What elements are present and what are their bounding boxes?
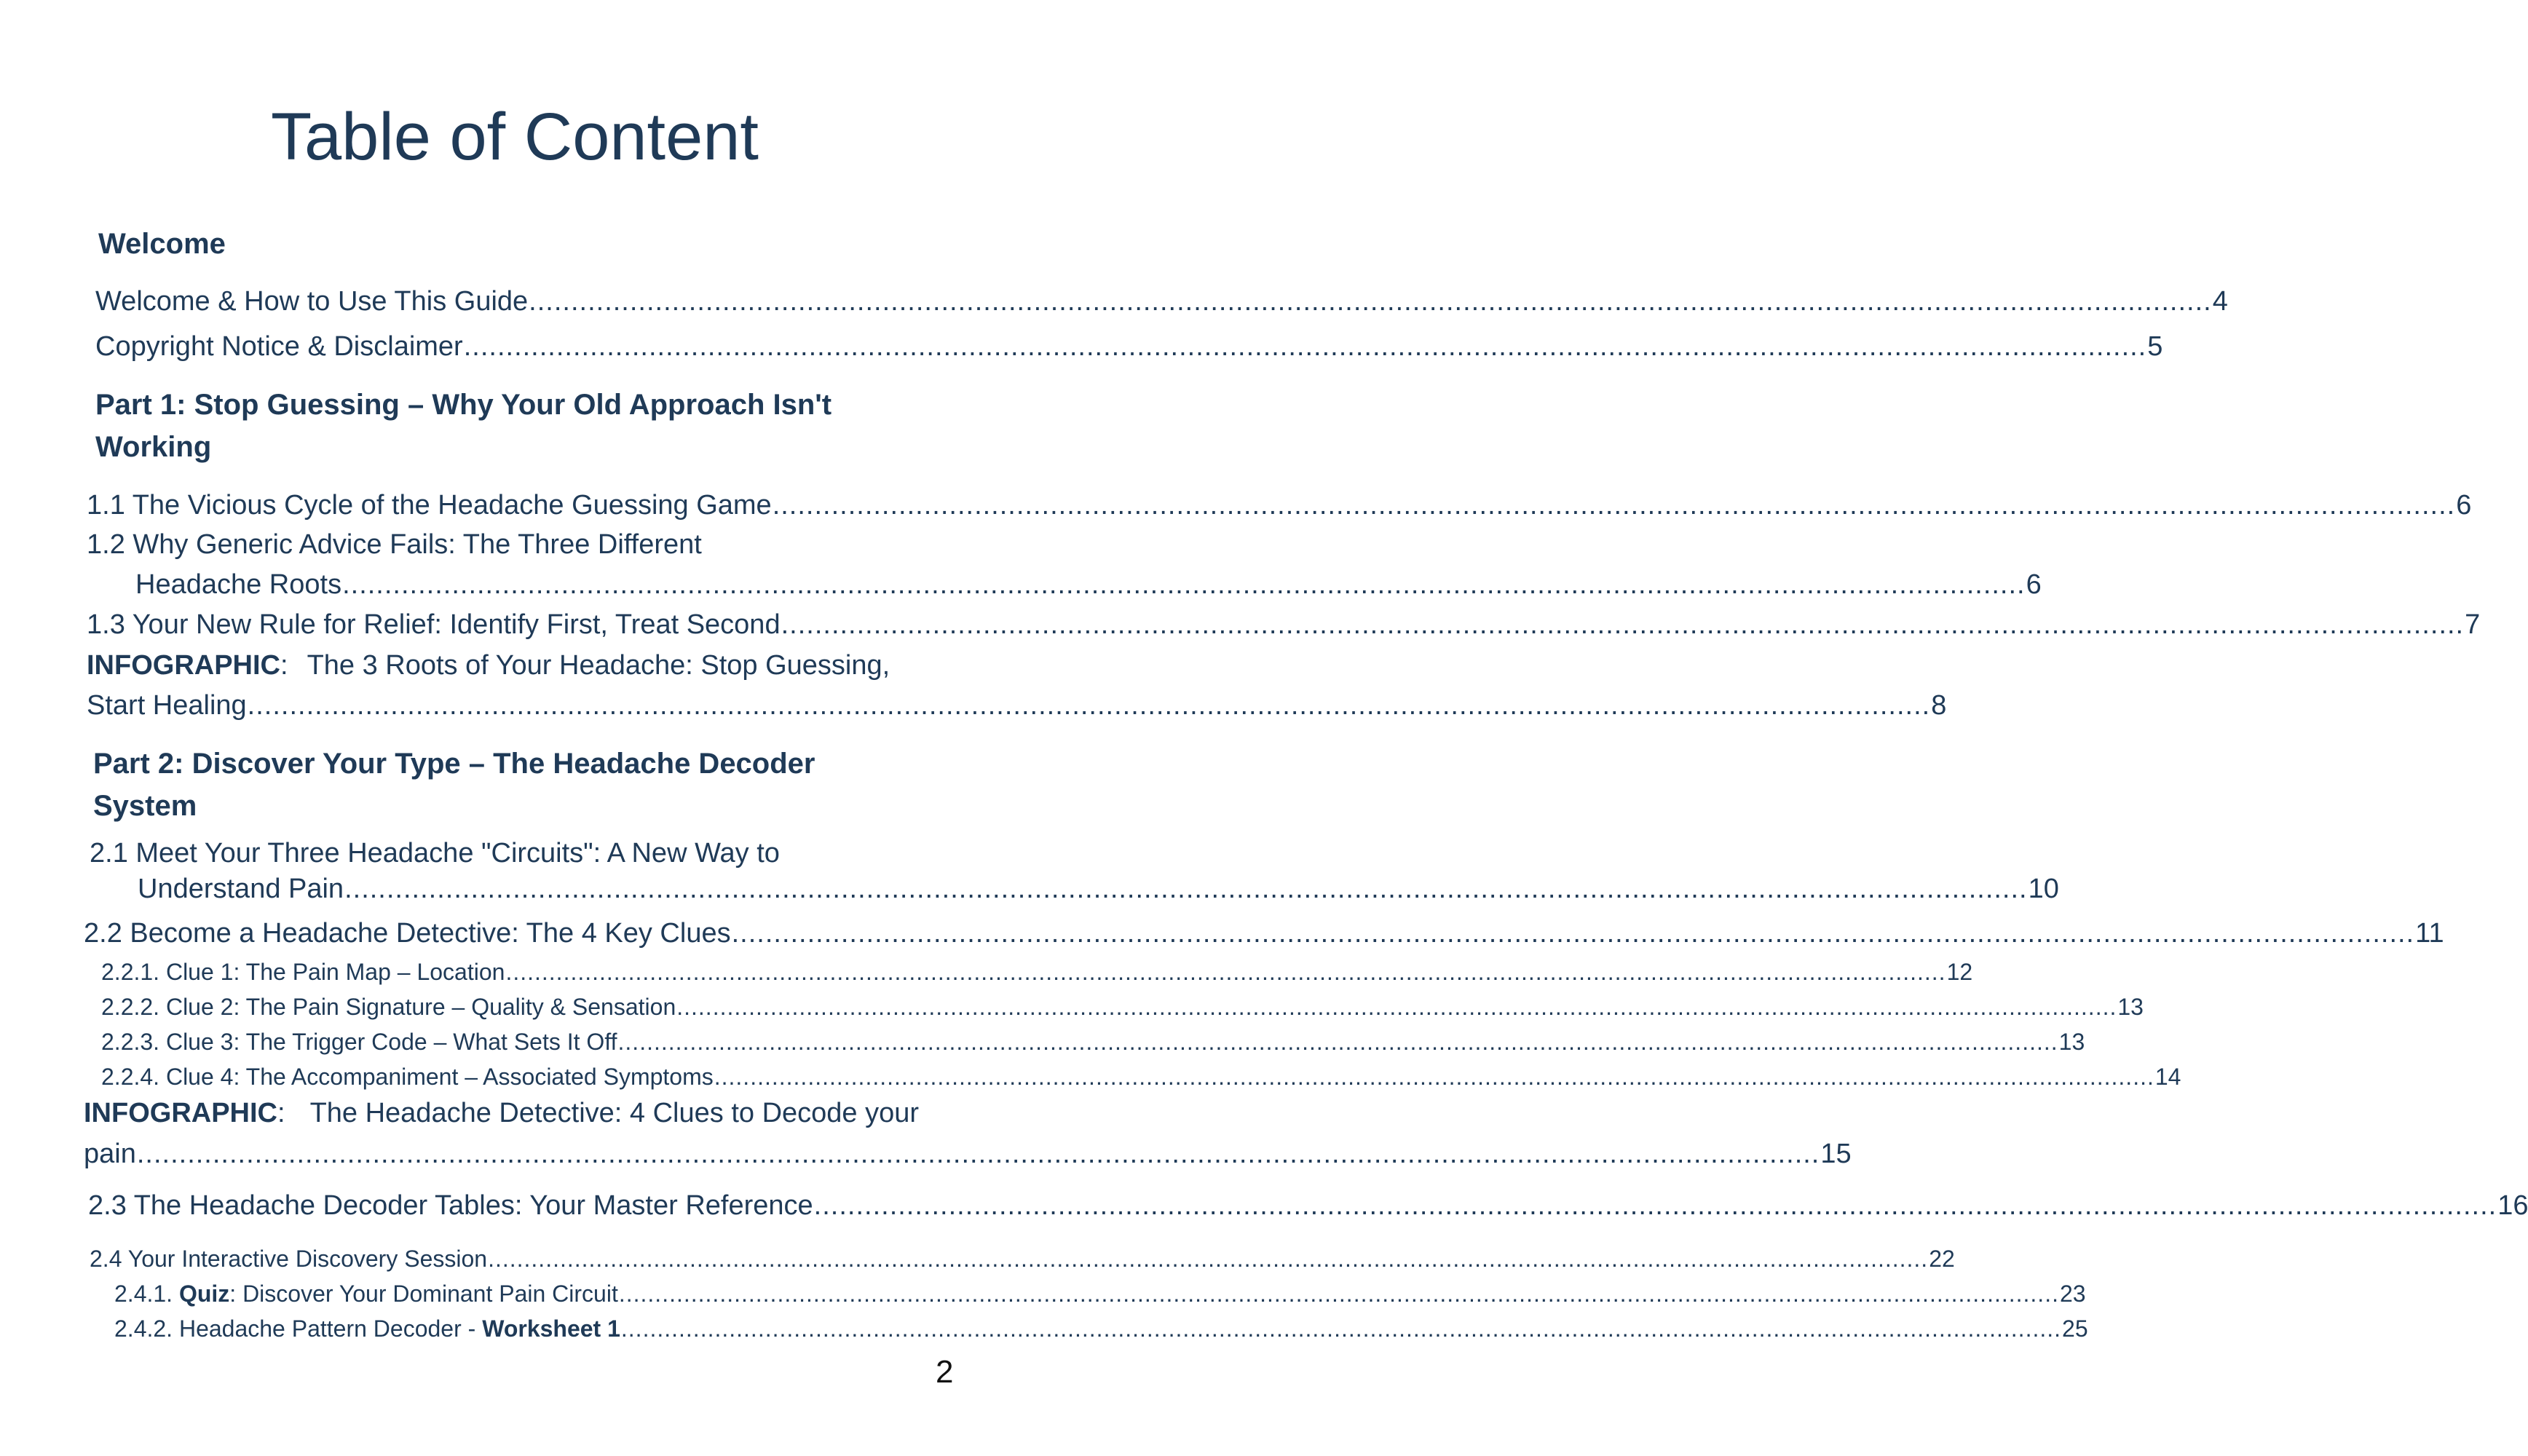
toc-entry-2-2-4[interactable]: 2.2.4. Clue 4: The Accompaniment – Associated Symptoms ........................................................................................................................................................................................................ 14 <box>101 1064 2181 1090</box>
dot-leader: ........................................................................................................................................................................................................ <box>488 1246 1929 1272</box>
toc-entry-2-3[interactable]: 2.3 The Headache Decoder Tables: Your Master Reference ........................................................................................................................................................................................................ 16 <box>88 1190 2528 1221</box>
page-title: Table of Content <box>270 100 759 174</box>
dot-leader: ........................................................................................................................................................................................................ <box>731 918 2415 949</box>
dot-leader: ........................................................................................................................................................................................................ <box>344 874 2028 904</box>
dot-leader: ........................................................................................................................................................................................................ <box>781 609 2465 640</box>
dot-leader: ........................................................................................................................................................................................................ <box>772 490 2456 521</box>
toc-entry-2-1[interactable]: Understand Pain ........................................................................................................................................................................................................ 10 <box>138 874 2059 904</box>
toc-entry-2-4[interactable]: 2.4 Your Interactive Discovery Session ........................................................................................................................................................................................................ 22 <box>90 1246 1955 1272</box>
toc-entry-infographic-2[interactable]: pain ........................................................................................................................................................................................................ 15 <box>84 1139 1852 1169</box>
toc-entry-welcome[interactable]: Welcome & How to Use This Guide ........................................................................................................................................................................................................ 4 <box>95 286 2228 317</box>
toc-entry-1-3[interactable]: 1.3 Your New Rule for Relief: Identify First, Treat Second ........................................................................................................................................................................................................ 7 <box>87 609 2481 640</box>
toc-entry-2-2[interactable]: 2.2 Become a Headache Detective: The 4 Key Clues ........................................................................................................................................................................................................ 11 <box>84 918 2444 949</box>
infographic-label: INFOGRAPHIC <box>87 650 280 681</box>
section-heading-part2-cont: System <box>93 790 197 822</box>
dot-leader: ........................................................................................................................................................................................................ <box>676 994 2117 1020</box>
toc-entry-infographic-1[interactable]: Start Healing ........................................................................................................................................................................................................ 8 <box>87 690 1947 721</box>
section-heading-part1: Part 1: Stop Guessing – Why Your Old Approach Isn't <box>95 389 832 421</box>
toc-entry-2-4-2[interactable]: 2.4.2. Headache Pattern Decoder - Worksheet 1 ........................................................................................................................................................................................................ 25 <box>114 1315 2088 1342</box>
toc-entry-2-2-3[interactable]: 2.2.3. Clue 3: The Trigger Code – What Sets It Off ........................................................................................................................................................................................................ 13 <box>101 1029 2085 1055</box>
dot-leader: ........................................................................................................................................................................................................ <box>342 569 2026 600</box>
dot-leader: ........................................................................................................................................................................................................ <box>529 286 2212 317</box>
dot-leader: ........................................................................................................................................................................................................ <box>247 690 1931 721</box>
toc-entry-2-1-line1: 2.1 Meet Your Three Headache "Circuits": A New Way to <box>90 838 780 869</box>
toc-entry-2-2-2[interactable]: 2.2.2. Clue 2: The Pain Signature – Quality & Sensation ........................................................................................................................................................................................................ 13 <box>101 994 2144 1020</box>
toc-entry-copyright[interactable]: Copyright Notice & Disclaimer ........................................................................................................................................................................................................ 5 <box>95 331 2163 362</box>
dot-leader: ........................................................................................................................................................................................................ <box>813 1190 2497 1221</box>
dot-leader: ........................................................................................................................................................................................................ <box>620 1315 2062 1342</box>
page-number: 2 <box>936 1354 954 1390</box>
section-heading-part1-cont: Working <box>95 431 212 463</box>
toc-entry-1-2-line1: 1.2 Why Generic Advice Fails: The Three Different <box>87 529 702 560</box>
infographic-label: INFOGRAPHIC <box>84 1098 277 1128</box>
dot-leader: ........................................................................................................................................................................................................ <box>505 959 1946 985</box>
dot-leader: ........................................................................................................................................................................................................ <box>617 1029 2058 1055</box>
toc-entry-1-2[interactable]: Headache Roots ........................................................................................................................................................................................................ 6 <box>135 569 2042 600</box>
toc-entry-2-4-1[interactable]: 2.4.1. Quiz: Discover Your Dominant Pain Circuit ........................................................................................................................................................................................................ 23 <box>114 1281 2086 1307</box>
infographic-1-line1: INFOGRAPHIC: The 3 Roots of Your Headache: Stop Guessing, <box>87 650 890 681</box>
dot-leader: ........................................................................................................................................................................................................ <box>136 1139 1820 1169</box>
infographic-2-line1: INFOGRAPHIC: The Headache Detective: 4 Clues to Decode your <box>84 1098 920 1128</box>
section-heading-part2: Part 2: Discover Your Type – The Headache Decoder <box>93 748 815 780</box>
toc-entry-2-2-1[interactable]: 2.2.1. Clue 1: The Pain Map – Location ........................................................................................................................................................................................................ 12 <box>101 959 1973 985</box>
dot-leader: ........................................................................................................................................................................................................ <box>714 1064 2154 1090</box>
section-heading-welcome: Welcome <box>98 228 226 260</box>
dot-leader: ........................................................................................................................................................................................................ <box>618 1281 2059 1307</box>
dot-leader: ........................................................................................................................................................................................................ <box>463 331 2147 362</box>
toc-entry-1-1[interactable]: 1.1 The Vicious Cycle of the Headache Guessing Game ........................................................................................................................................................................................................ 6 <box>87 490 2472 521</box>
